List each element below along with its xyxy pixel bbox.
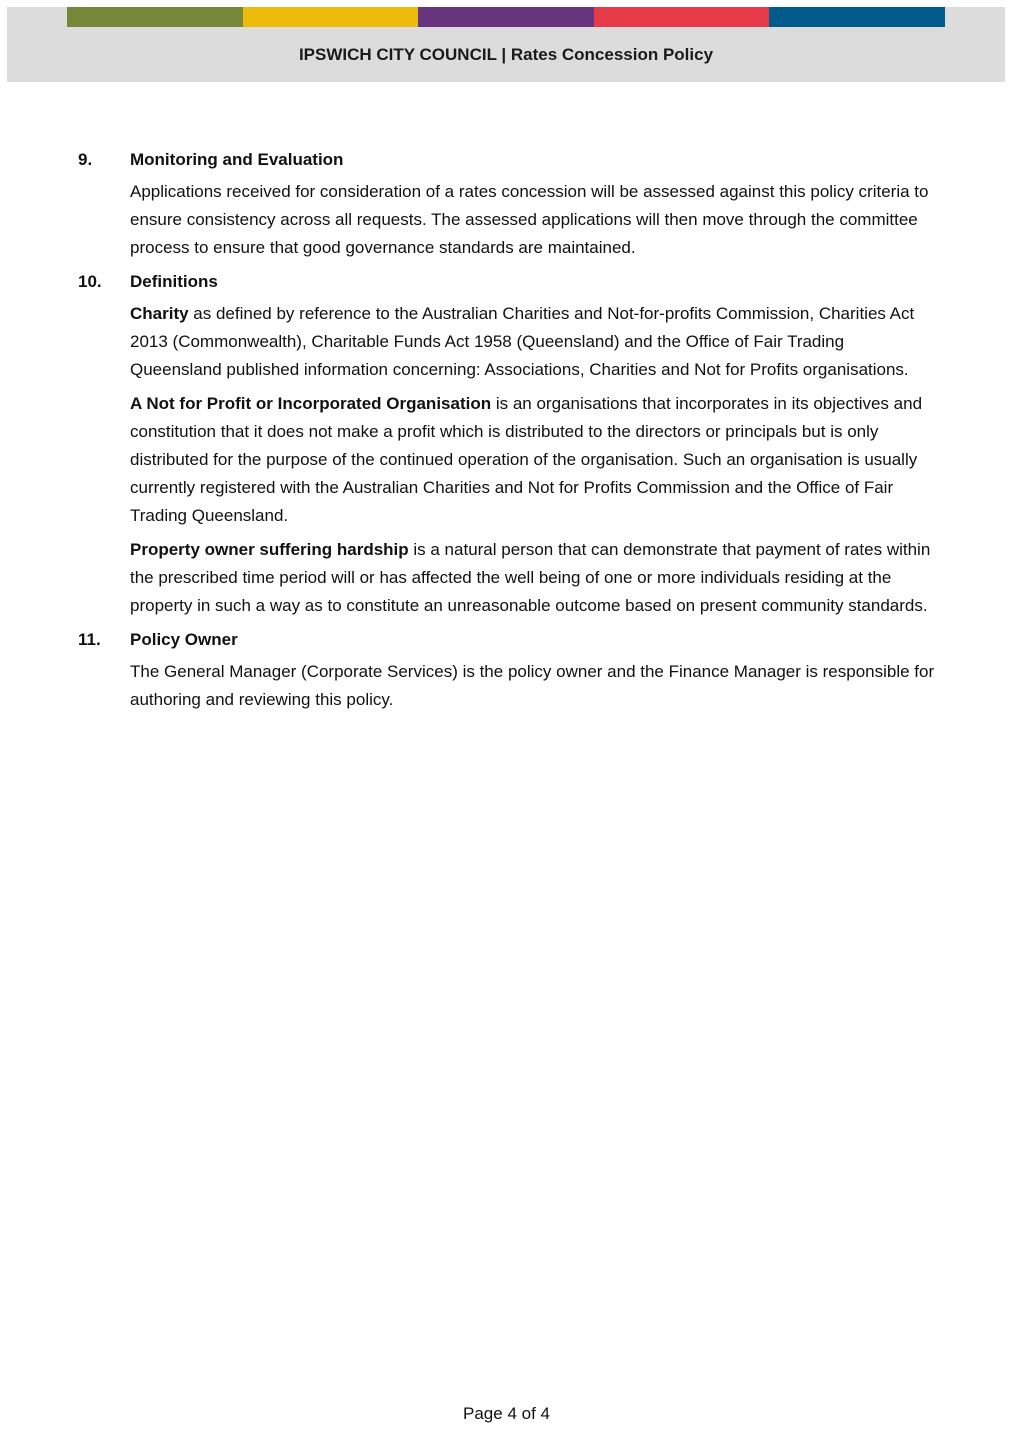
paragraph-text: Applications received for consideration of a rates concession will be assessed against this policy criteria to ensure consistency across all requests. The assessed applications will then move through the committee process to ensure that good governance standards are maintained. [130, 182, 929, 257]
definition-text: as defined by reference to the Australian Charities and Not-for-profits Commission, Charities Act 2013 (Commonwealth), Charitable Funds Act 1958 (Queensland) and the Office of Fair Trading Queensland published information concerning: Associations, Charities and Not for Profits organisations. [130, 304, 915, 379]
section-title: Policy Owner [130, 630, 238, 649]
definition-paragraph [130, 390, 936, 530]
color-bar-segment-blue [769, 7, 945, 27]
section-title: Definitions [130, 272, 218, 291]
section-paragraph [130, 178, 936, 262]
section-number: 9. [78, 150, 93, 169]
section-number: 10. [78, 272, 102, 291]
paragraph-text: The General Manager (Corporate Services) is the policy owner and the Finance Manager is responsible for authoring and reviewing this policy. [130, 662, 935, 709]
definition-term: Property owner suffering hardship [130, 540, 409, 559]
definition-paragraph [130, 536, 936, 620]
section-paragraph [130, 658, 936, 714]
color-bar-segment-red [594, 7, 770, 27]
document-body [78, 146, 940, 720]
section-heading [78, 626, 940, 654]
header-title: IPSWICH CITY COUNCIL | Rates Concession Policy [298, 45, 714, 64]
definition-paragraph [130, 300, 936, 384]
section-title: Monitoring and Evaluation [130, 150, 344, 169]
section-heading [78, 268, 940, 296]
color-bar-segment-green [67, 7, 243, 27]
section-number: 11. [78, 630, 101, 649]
color-bar-segment-purple [418, 7, 594, 27]
page-header [7, 7, 1005, 82]
definition-term: A Not for Profit or Incorporated Organisation [130, 394, 492, 413]
color-bar-segment-yellow [243, 7, 419, 27]
header-color-bar [67, 7, 945, 27]
definition-term: Charity [130, 304, 189, 323]
definition-text: is a natural person that can demonstrate that payment of rates within the prescribed time period will or has affected the well being of one or more individuals residing at the property in such a way as to constitute an unreasonable outcome based on present community standards. [130, 540, 931, 615]
section-heading [78, 146, 940, 174]
page-number: Page 4 of 4 [463, 1404, 550, 1423]
definition-text: is an organisations that incorporates in its objectives and constitution that it does not make a profit which is distributed to the directors or principals but is only distributed for the purpose of the continued operation of the organisation. Such an organisation is usually currently registered with the Australian Charities and Not for Profits Commission and the Office of Fair Trading Queensland. [130, 394, 923, 525]
